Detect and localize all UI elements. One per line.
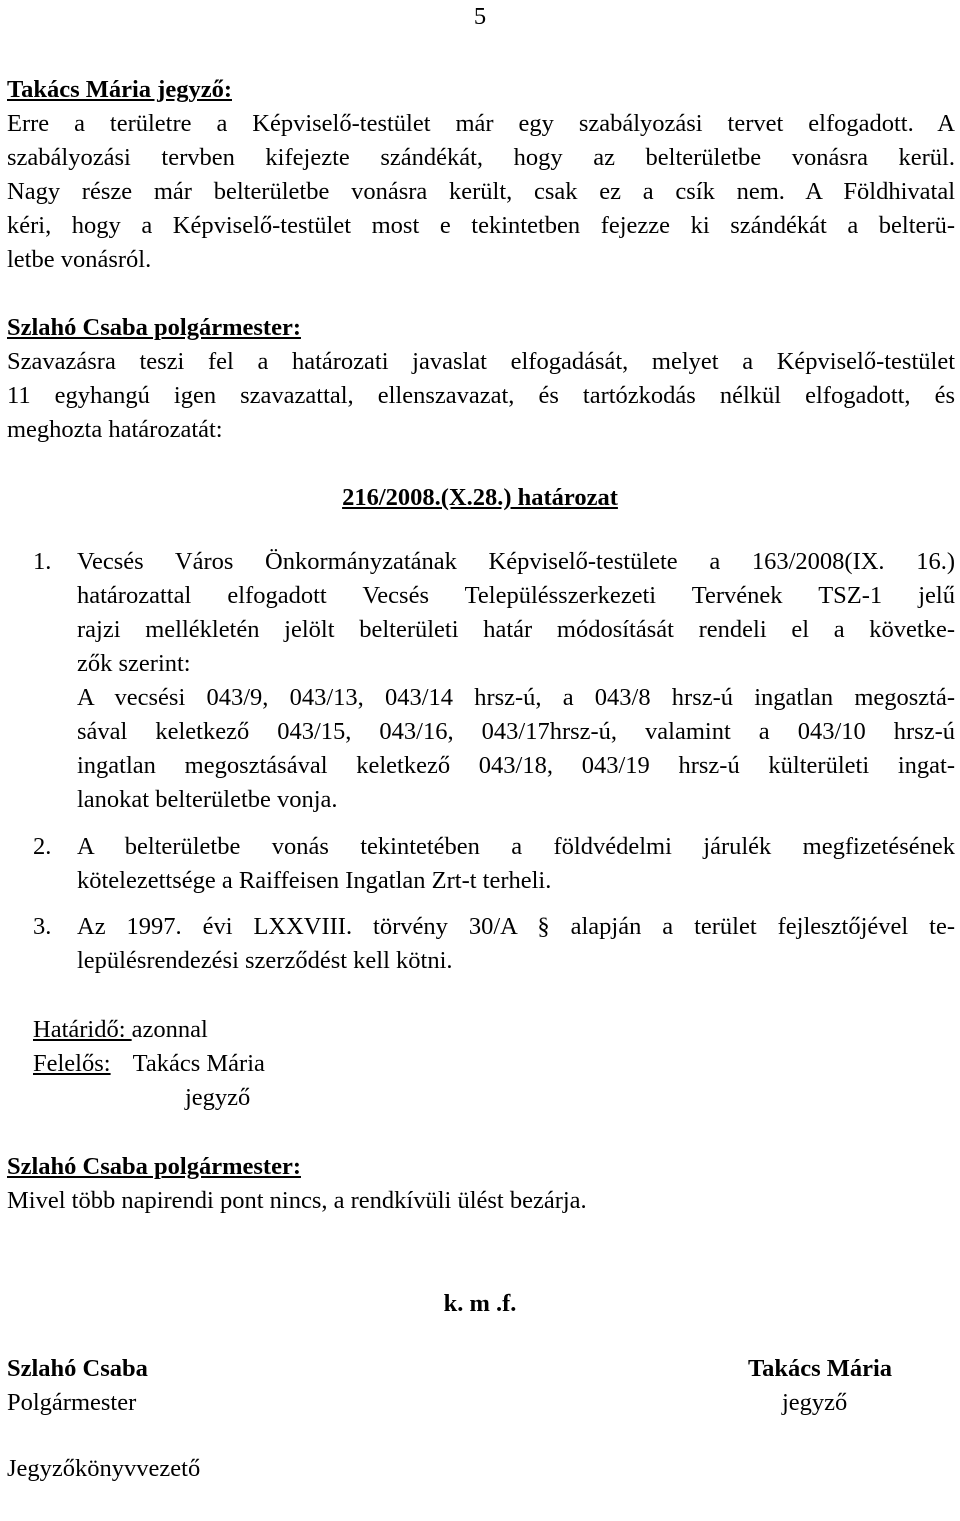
signer-name: Takács Mária <box>748 1355 893 1382</box>
signature-right <box>748 1352 892 1420</box>
item-line: határozattal elfogadott Vecsés Településszerkezeti Tervének TSZ-1 jelű <box>77 582 955 609</box>
responsible-role: jegyző <box>185 1084 251 1111</box>
resolution-title: 216/2008.(X.28.) határozat <box>342 484 618 511</box>
item-number: 1. <box>33 548 52 575</box>
item-line: A vecsési 043/9, 043/13, 043/14 hrsz-ú, a 043/8 hrsz-ú ingatlan megosztá- <box>77 684 955 711</box>
signer-role: Polgármester <box>7 1389 137 1416</box>
paragraph-line: letbe vonásról. <box>7 246 152 273</box>
item-number: 3. <box>33 913 52 940</box>
paragraph-line: meghozta határozatát: <box>7 416 223 443</box>
item-line: ingatlan megosztásával keletkező 043/18, 043/19 hrsz-ú külterületi ingat- <box>77 752 955 779</box>
closing-text: Mivel több napirendi pont nincs, a rendkívüli ülést bezárja. <box>7 1187 587 1214</box>
item-line: Az 1997. évi LXXVIII. törvény 30/A § alapján a terület fejlesztőjével te- <box>77 913 955 940</box>
signer-name: Szlahó Csaba <box>7 1355 148 1382</box>
responsible-row <box>33 1047 265 1081</box>
item-line: A belterületbe vonás tekintetében a földvédelmi járulék megfizetésének <box>77 833 955 860</box>
item-line: lepülésrendezési szerződést kell kötni. <box>77 947 453 974</box>
paragraph-line: Nagy része már belterületbe vonásra került, csak ez a csík nem. A Földhivatal <box>7 178 955 205</box>
paragraph-line: kéri, hogy a Képviselő-testület most e tekintetben fejezze ki szándékát a belterü- <box>7 212 955 239</box>
paragraph-line: 11 egyhangú igen szavazattal, ellenszavazat, és tartózkodás nélkül elfogadott, és <box>7 382 955 409</box>
item-line: lanokat belterületbe vonja. <box>77 786 338 813</box>
signature-left <box>7 1352 148 1420</box>
item-number: 2. <box>33 833 52 860</box>
deadline-value: azonnal <box>131 1016 208 1043</box>
resolution-item-2 <box>33 830 955 898</box>
item-line: kötelezettsége a Raiffeisen Ingatlan Zrt-t terheli. <box>77 867 552 894</box>
signer-role: jegyző <box>782 1389 848 1416</box>
deadline-row <box>33 1013 208 1047</box>
speaker-heading: Szlahó Csaba polgármester: <box>7 1153 301 1180</box>
resolution-item-1 <box>33 545 955 817</box>
paragraph-line: Erre a területre a Képviselő-testület már egy szabályozási tervet elfogadott. A <box>7 110 955 137</box>
paragraph-line: szabályozási tervben kifejezte szándékát, hogy az belterületbe vonásra kerül. <box>7 144 955 171</box>
resolution-item-3 <box>33 910 955 978</box>
item-line: Vecsés Város Önkormányzatának Képviselő-testülete a 163/2008(IX. 16.) <box>77 548 955 575</box>
speaker-heading: Takács Mária jegyző: <box>7 76 232 103</box>
item-line: sával keletkező 043/15, 043/16, 043/17hrsz-ú, valamint a 043/10 hrsz-ú <box>77 718 955 745</box>
paragraph-line: Szavazásra teszi fel a határozati javaslat elfogadását, melyet a Képviselő-testület <box>7 348 955 375</box>
responsible-label: Felelős: <box>33 1050 111 1077</box>
page-number: 5 <box>473 3 487 30</box>
speaker-heading: Szlahó Csaba polgármester: <box>7 314 301 341</box>
section-closing <box>7 1150 955 1218</box>
kmf-mark: k. m .f. <box>443 1290 517 1317</box>
responsible-name: Takács Mária <box>132 1050 265 1077</box>
item-line: rajzi mellékletén jelölt belterületi határ módosítását rendeli el a követke- <box>77 616 955 643</box>
deadline-label: Határidő: <box>33 1016 132 1043</box>
section-notary-statement <box>7 73 955 277</box>
minutes-recorder: Jegyzőkönyvvezető <box>7 1455 201 1482</box>
item-line: zők szerint: <box>77 650 191 677</box>
section-mayor-vote <box>7 311 955 447</box>
